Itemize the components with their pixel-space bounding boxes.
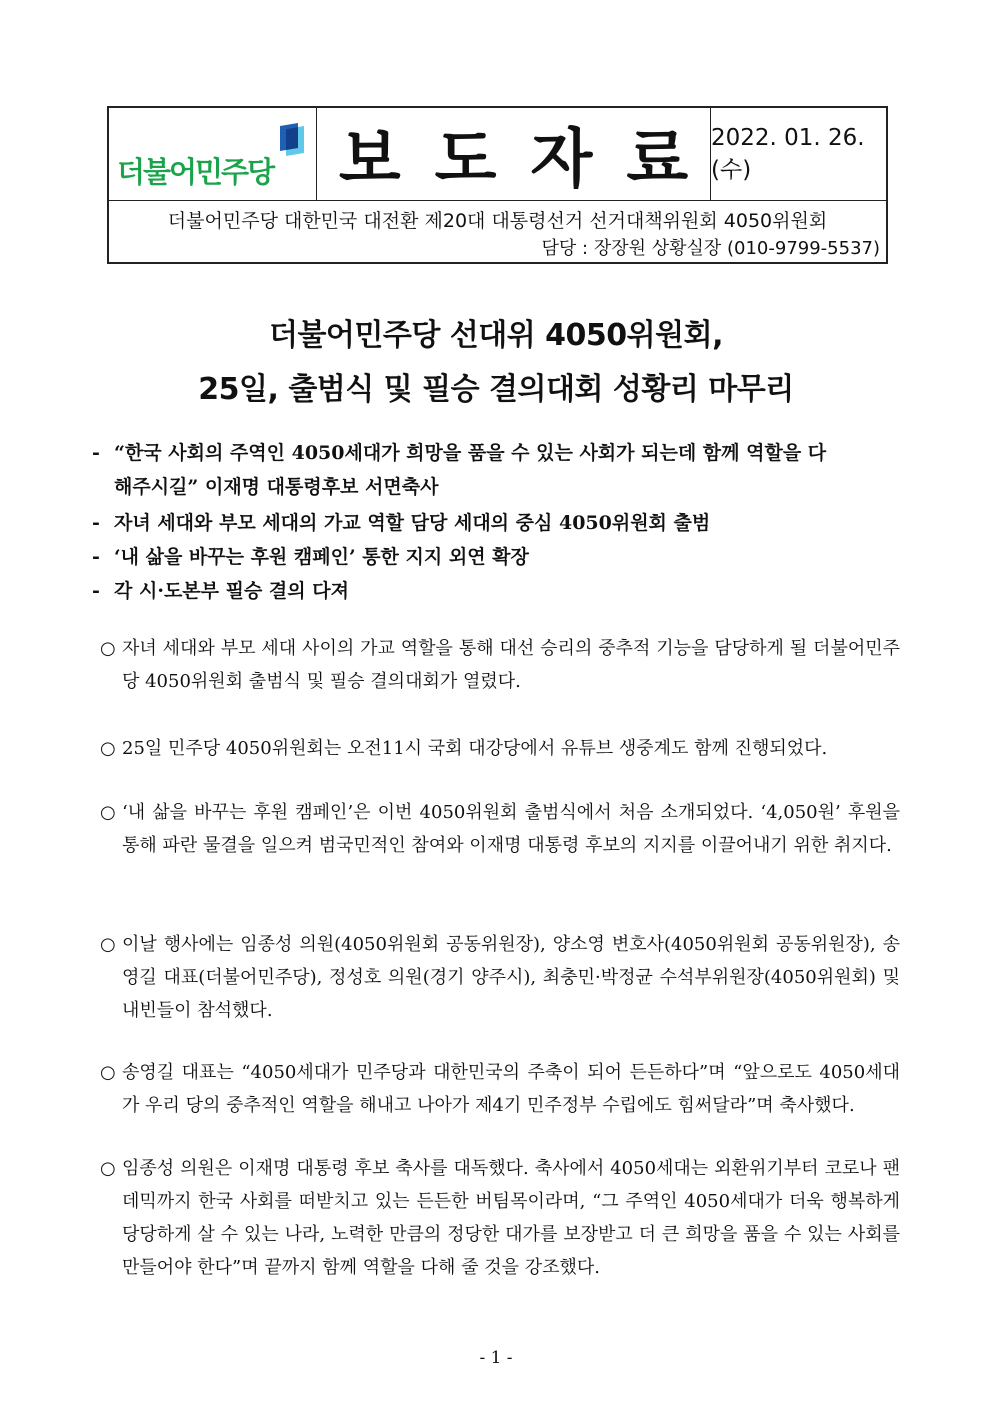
subheading-1 [92, 436, 904, 504]
paragraph-bullet: ○ [100, 934, 116, 955]
paragraph-1 [100, 632, 900, 698]
paragraph-bullet: ○ [100, 1062, 116, 1083]
subheading-dash: - [92, 442, 100, 464]
press-release-header [107, 106, 888, 264]
title-cell [317, 108, 723, 200]
paragraph-bullet: ○ [100, 638, 116, 659]
paragraph-text: 25일 민주당 4050위원회는 오전11시 국회 대강당에서 유튜브 생중계도 함께 진행되었다. [122, 738, 828, 759]
headline-line-2: 25일, 출범식 및 필승 결의대회 성황리 마무리 [198, 372, 794, 407]
paragraph-3 [100, 796, 900, 862]
page-number: - 1 - [479, 1348, 513, 1368]
subheading-2 [92, 506, 904, 540]
party-logo-icon [276, 122, 308, 156]
subheading-dash: - [92, 512, 100, 534]
subheading-text: ‘내 삶을 바꾸는 후원 캠페인’ 통한 지지 외연 확장 [114, 546, 529, 568]
paragraph-bullet: ○ [100, 1158, 116, 1179]
paragraph-text: 이날 행사에는 임종성 의원(4050위원회 공동위원장), 양소영 변호사(4050위원회 공동위원장), 송영길 대표(더불어민주당), 정성호 의원(경기 양주시), 최충민·박정균 수석부위원장(4050위원회) 및 내빈들이 참석했다. [122, 934, 900, 1021]
release-date: 2022. 01. 26. (수) [711, 124, 865, 183]
date-cell [711, 108, 886, 200]
paragraph-4 [100, 928, 900, 1027]
paragraph-text: ‘내 삶을 바꾸는 후원 캠페인’은 이번 4050위원회 출범식에서 처음 소개되었다. ‘4,050원’ 후원을 통해 파란 물결을 일으켜 범국민적인 참여와 이재명 대통령 후보의 지지를 이끌어내기 위한 취지다. [122, 802, 900, 856]
subheading-text-continued: 해주시길” 이재명 대통령후보 서면축사 [114, 476, 439, 498]
header-top-row [109, 108, 886, 201]
paragraph-5 [100, 1056, 900, 1122]
subheading-text: 자녀 세대와 부모 세대의 가교 역할 담당 세대의 중심 4050위원회 출범 [114, 512, 711, 534]
headline-line-1: 더불어민주당 선대위 4050위원회, [268, 318, 724, 353]
subheading-text: 각 시·도본부 필승 결의 다져 [114, 580, 349, 602]
paragraph-bullet: ○ [100, 802, 116, 823]
subheading-dash: - [92, 580, 100, 602]
paragraph-text: 송영길 대표는 “4050세대가 민주당과 대한민국의 주축이 되어 든든하다”며 “앞으로도 4050세대가 우리 당의 중추적인 역할을 해내고 나아가 제4기 민주정부 수립에도 힘써달라”며 축사했다. [122, 1062, 900, 1116]
paragraph-text: 자녀 세대와 부모 세대 사이의 가교 역할을 통해 대선 승리의 중추적 기능을 담당하게 될 더불어민주당 4050위원회 출범식 및 필승 결의대회가 열렸다. [122, 638, 900, 692]
subheading-4 [92, 574, 904, 608]
party-logo [109, 108, 317, 200]
document-title: 보도자료 [338, 123, 723, 197]
paragraph-2 [100, 732, 900, 765]
subheading-dash: - [92, 546, 100, 568]
subheading-3 [92, 540, 904, 574]
contact-info: 담당 : 장장원 상황실장 (010-9799-5537) [541, 238, 880, 259]
paragraph-6 [100, 1152, 900, 1284]
paragraph-bullet: ○ [100, 738, 116, 759]
subheading-text: “한국 사회의 주역인 4050세대가 희망을 품을 수 있는 사회가 되는데 함께 역할을 다 [114, 442, 827, 464]
paragraph-text: 임종성 의원은 이재명 대통령 후보 축사를 대독했다. 축사에서 4050세대는 외환위기부터 코로나 팬데믹까지 한국 사회를 떠받치고 있는 든든한 버팀목이라며, “그 주역인 4050세대가 더욱 행복하게 당당하게 살 수 있는 나라, 노력한 만큼의 정당한 대가를 보장받고 더 큰 희망을 품을 수 있는 사회를 만들어야 한다”며 끝까지 함께 역할을 다해 줄 것을 강조했다. [122, 1158, 900, 1278]
party-logo-text: 더불어민주당 [117, 155, 274, 189]
organization-name: 더불어민주당 대한민국 대전환 제20대 대통령선거 선거대책위원회 4050위원회 [167, 210, 828, 232]
